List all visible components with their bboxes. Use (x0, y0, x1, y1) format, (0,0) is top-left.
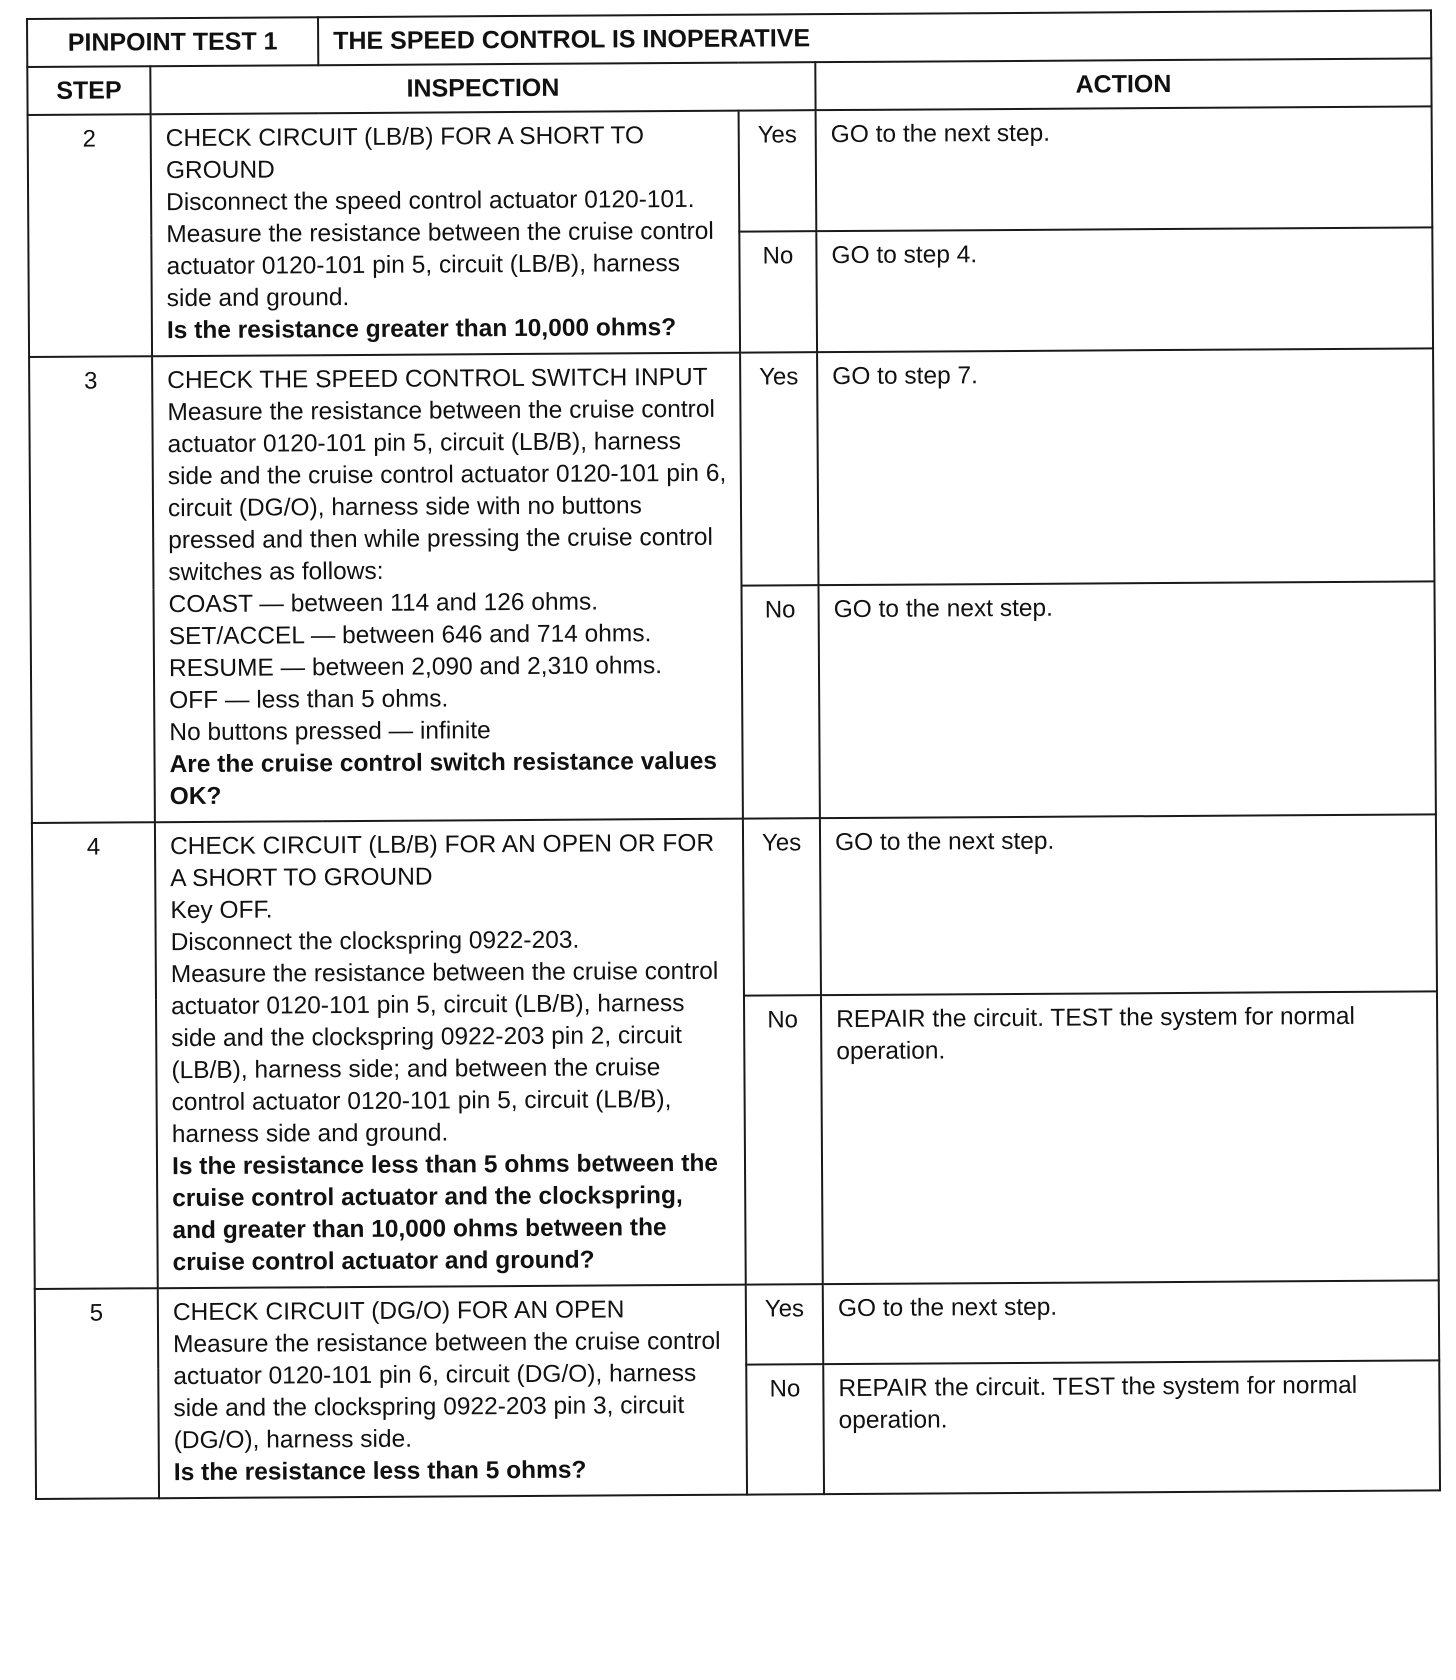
step-number: 4 (32, 822, 158, 1289)
yes-label: Yes (739, 110, 817, 231)
inspection-text: Measure the resistance between the cruise control actuator 0120-101 pin 5, circuit (LB/B), harness side and the clockspring 0922-203 pin 2, circuit (LB/B), harness side; and between the cruise control actuator 0120-101 pin 5, circuit (LB/B), harness side and ground. (170, 957, 719, 1149)
inspection-question: Is the resistance less than 5 ohms between the cruise control actuator and the clockspring, and greater than 10,000 ohms between the cruise control actuator and ground? (171, 1149, 719, 1277)
inspection-heading: CHECK CIRCUIT (DG/O) FOR AN OPEN (172, 1296, 625, 1327)
step-row (35, 1280, 1440, 1368)
inspection-cell (151, 111, 740, 357)
yes-action: GO to the next step. (820, 814, 1437, 994)
yes-label: Yes (746, 1284, 823, 1364)
inspection-text: COAST — between 114 and 126 ohms. (168, 588, 599, 619)
header-step: STEP (27, 66, 150, 115)
inspection-cell (152, 353, 743, 823)
header-inspection: INSPECTION (150, 62, 815, 114)
inspection-text: No buttons pressed — infinite (169, 717, 491, 747)
inspection-heading: CHECK CIRCUIT (LB/B) FOR A SHORT TO GROUND (165, 122, 645, 185)
pinpoint-test-document (26, 9, 1440, 1670)
no-label: No (741, 585, 819, 818)
yes-label: Yes (740, 352, 818, 585)
step-row (28, 106, 1433, 236)
test-title-row (27, 10, 1431, 67)
inspection-text: Key OFF. (170, 896, 273, 925)
step-number: 2 (28, 114, 152, 357)
no-label: No (739, 231, 817, 352)
no-label: No (744, 995, 823, 1285)
inspection-text: Measure the resistance between the cruise control actuator 0120-101 pin 5, circuit (LB/B), harness side and ground. (166, 217, 714, 313)
inspection-text: OFF — less than 5 ohms. (169, 685, 449, 715)
inspection-text: SET/ACCEL — between 646 and 714 ohms. (168, 620, 652, 651)
yes-action: GO to the next step. (816, 106, 1433, 231)
no-label: No (746, 1364, 824, 1495)
pinpoint-test-table (26, 9, 1441, 1500)
inspection-question: Are the cruise control switch resistance values OK? (169, 747, 718, 811)
no-action: GO to step 4. (816, 227, 1433, 352)
step-row (29, 348, 1434, 590)
step-number: 3 (29, 356, 155, 823)
no-action: REPAIR the circuit. TEST the system for normal operation. (821, 991, 1439, 1284)
yes-action: GO to step 7. (817, 348, 1434, 585)
step-number: 5 (35, 1288, 159, 1499)
test-label: PINPOINT TEST 1 (27, 17, 318, 67)
inspection-text: Disconnect the speed control actuator 0120-101. (166, 185, 695, 217)
inspection-heading: CHECK CIRCUIT (LB/B) FOR AN OPEN OR FOR A SHORT TO GROUND (169, 829, 715, 893)
inspection-cell (158, 1285, 747, 1499)
inspection-cell (155, 819, 746, 1289)
step-row (32, 814, 1437, 999)
no-action: REPAIR the circuit. TEST the system for normal operation. (823, 1360, 1440, 1494)
inspection-question: Is the resistance greater than 10,000 ohms? (166, 314, 677, 345)
test-title: THE SPEED CONTROL IS INOPERATIVE (318, 10, 1431, 65)
inspection-text: Measure the resistance between the cruise control actuator 0120-101 pin 6, circuit (DG/O), harness side and the clockspring 0922-203 pin 3, circuit (DG/O), harness side. (173, 1327, 721, 1455)
yes-action: GO to the next step. (823, 1280, 1440, 1363)
inspection-question: Is the resistance less than 5 ohms? (173, 1456, 587, 1487)
inspection-text: RESUME — between 2,090 and 2,310 ohms. (168, 652, 663, 683)
inspection-text: Disconnect the clockspring 0922-203. (170, 926, 580, 957)
header-action: ACTION (815, 58, 1431, 110)
inspection-heading: CHECK THE SPEED CONTROL SWITCH INPUT (167, 363, 708, 395)
inspection-text: Measure the resistance between the cruise control actuator 0120-101 pin 5, circuit (LB/B), harness side and the cruise control actuator 0120-101 pin 6, circuit (DG/O), harness side with no buttons pressed and then while pressing the cruise control switches as follows: (167, 395, 727, 587)
column-header-row (27, 58, 1431, 115)
no-action: GO to the next step. (818, 581, 1435, 818)
yes-label: Yes (743, 818, 821, 995)
